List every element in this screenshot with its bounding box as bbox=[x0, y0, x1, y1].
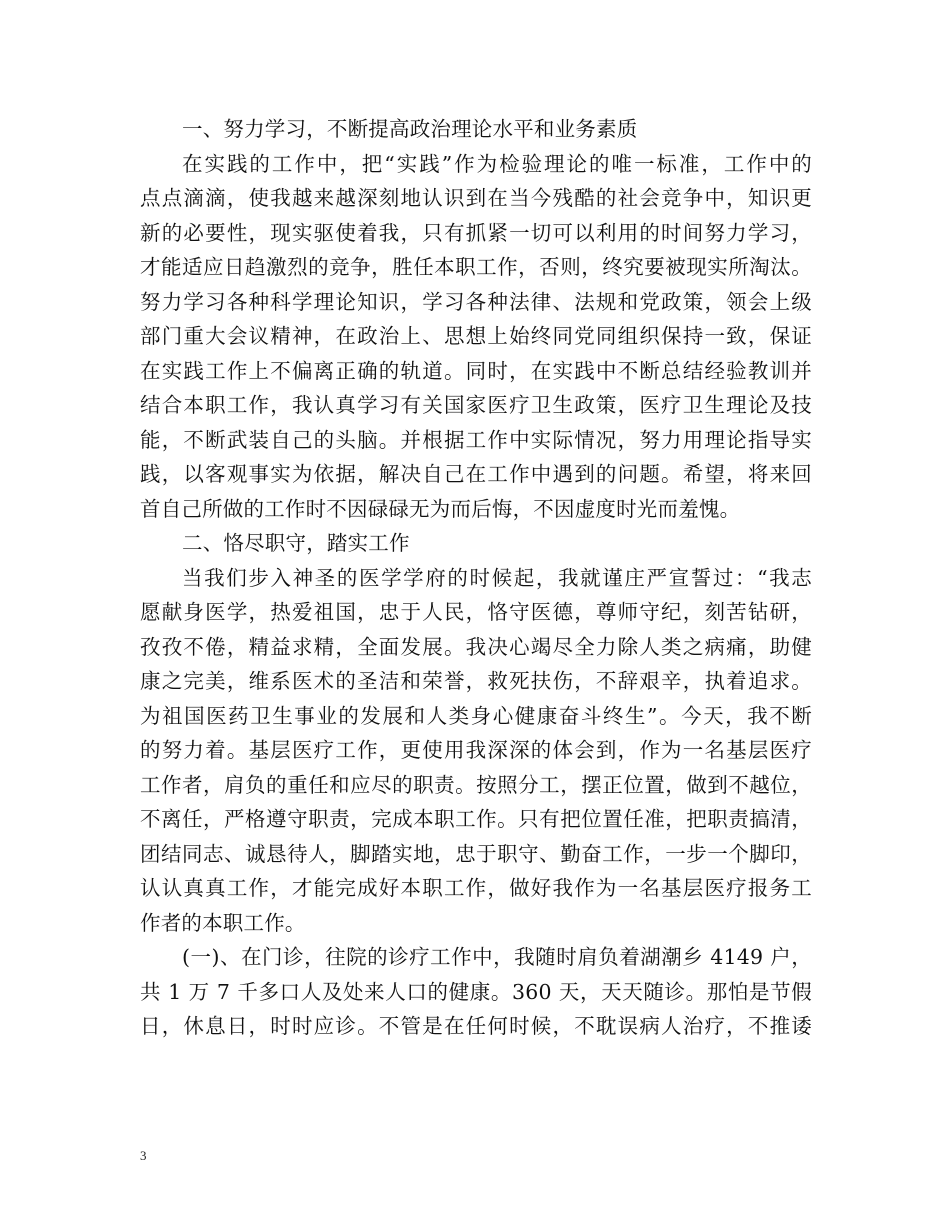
paragraph-line: 在实践的工作中，把“实践”作为检验理论的唯一标准，工作中的 bbox=[182, 151, 812, 176]
paragraph-line: 当我们步入神圣的医学学府的时候起，我就谨庄严宣誓过：“我志 bbox=[182, 565, 812, 590]
paragraph-line: 日，休息日，时时应诊。不管是在任何时候，不耽误病人治疗，不推诿 bbox=[140, 1014, 812, 1038]
paragraph-line: 孜孜不倦，精益求精，全面发展。我决心竭尽全力除人类之病痛，助健 bbox=[140, 634, 812, 659]
paragraph-line: 团结同志、诚恳待人，脚踏实地，忠于职守、勤奋工作，一步一个脚印， bbox=[140, 841, 812, 866]
paragraph-line: 工作者，肩负的重任和应尽的职责。按照分工，摆正位置，做到不越位， bbox=[140, 772, 812, 797]
paragraph-line: 在实践工作上不偏离正确的轨道。同时，在实践中不断总结经验教训并 bbox=[140, 358, 812, 383]
paragraph-line: 共 1 万 7 千多口人及处来人口的健康。360 天，天天随诊。那怕是节假 bbox=[140, 979, 812, 1004]
paragraph-line: (一)、在门诊，往院的诊疗工作中，我随时肩负着湖潮乡 4149 户， bbox=[182, 945, 812, 969]
section-heading-1: 一、努力学习，不断提高政治理论水平和业务素质 bbox=[182, 117, 638, 141]
paragraph-line: 认认真真工作，才能完成好本职工作，做好我作为一名基层医疗报务工 bbox=[140, 876, 812, 900]
page-number: 3 bbox=[140, 1148, 147, 1163]
section-heading-2: 二、恪尽职守，踏实工作 bbox=[182, 531, 410, 555]
paragraph-line: 才能适应日趋激烈的竞争，胜任本职工作，否则，终究要被现实所淘汰。 bbox=[140, 255, 812, 279]
paragraph-line: 康之完美，维系医术的圣洁和荣誉，救死扶伤，不辞艰辛，执着追求。 bbox=[140, 669, 812, 693]
paragraph-line: 的努力着。基层医疗工作，更使用我深深的体会到，作为一名基层医疗 bbox=[140, 738, 812, 762]
paragraph-line: 能，不断武装自己的头脑。并根据工作中实际情况，努力用理论指导实 bbox=[140, 427, 812, 452]
paragraph-line: 努力学习各种科学理论知识，学习各种法律、法规和党政策，领会上级 bbox=[140, 289, 812, 314]
paragraph-line: 不离任，严格遵守职责，完成本职工作。只有把位置任准，把职责搞清， bbox=[140, 807, 812, 831]
paragraph-line: 首自己所做的工作时不因碌碌无为而后悔，不因虚度时光而羞愧。 bbox=[140, 496, 741, 521]
paragraph-line: 为祖国医药卫生事业的发展和人类身心健康奋斗终生”。今天，我不断 bbox=[140, 703, 812, 728]
paragraph-line: 点点滴滴，使我越来越深刻地认识到在当今残酷的社会竞争中，知识更 bbox=[140, 186, 812, 210]
paragraph-line: 践，以客观事实为依据，解决自己在工作中遇到的问题。希望，将来回 bbox=[140, 462, 812, 486]
paragraph-line: 愿献身医学，热爱祖国，忠于人民，恪守医德，尊师守纪，刻苦钻研， bbox=[140, 600, 812, 624]
paragraph-line: 部门重大会议精神，在政治上、思想上始终同党同组织保持一致，保证 bbox=[140, 324, 812, 348]
document-body bbox=[140, 112, 812, 1044]
paragraph-line: 新的必要性，现实驱使着我，只有抓紧一切可以利用的时间努力学习， bbox=[140, 220, 812, 245]
paragraph-line: 作者的本职工作。 bbox=[140, 910, 306, 935]
paragraph-line: 结合本职工作，我认真学习有关国家医疗卫生政策，医疗卫生理论及技 bbox=[140, 393, 812, 417]
